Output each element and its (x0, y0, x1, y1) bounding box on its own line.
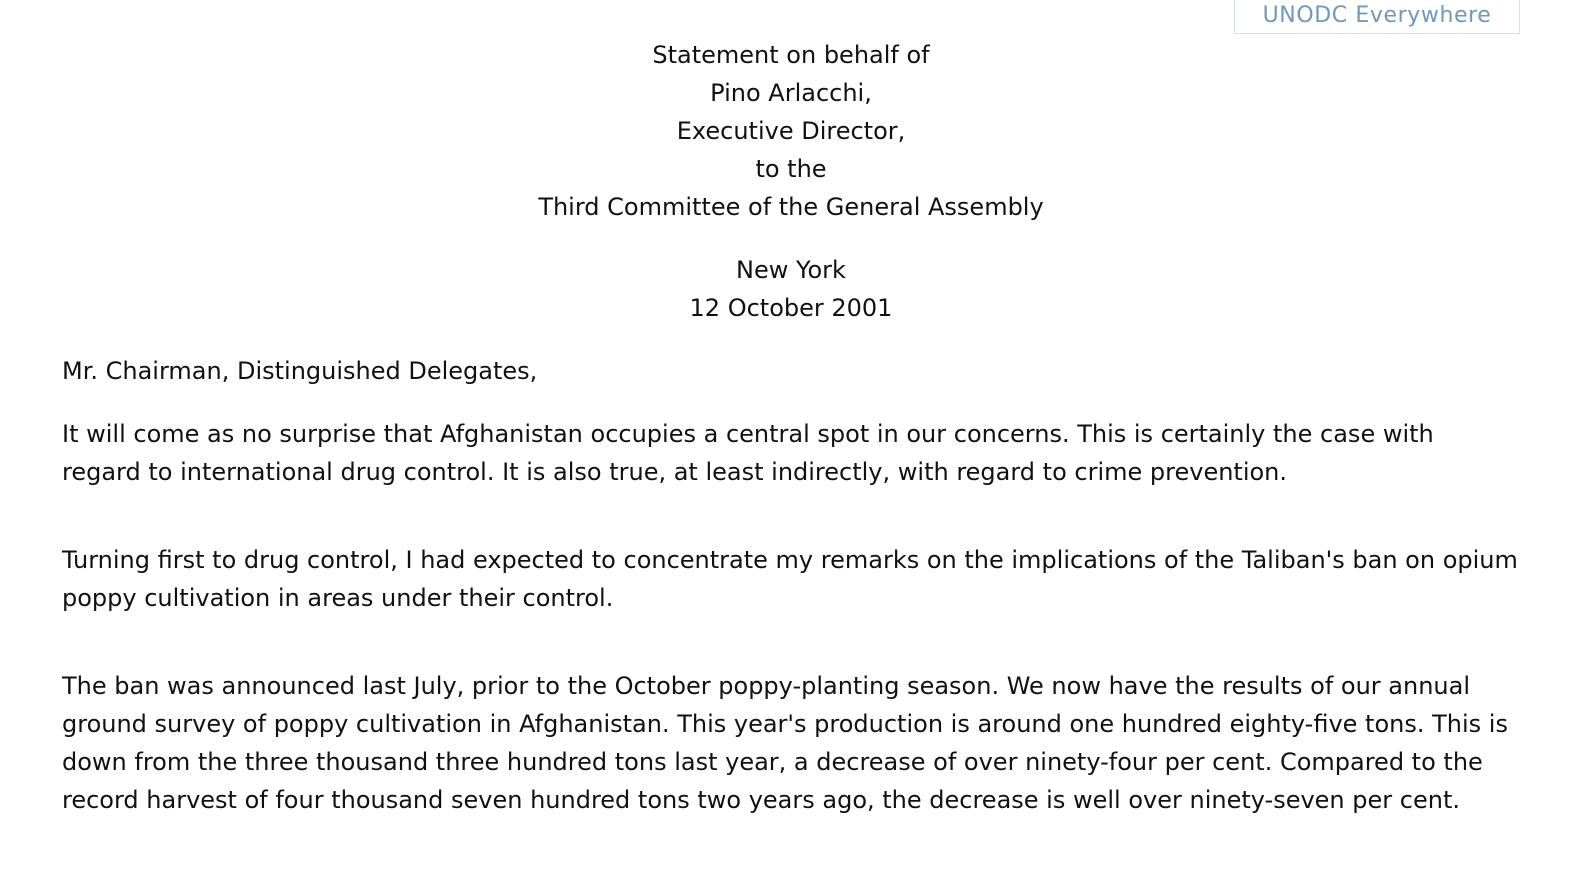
paragraph-1: It will come as no surprise that Afghanistan occupies a central spot in our concerns. This is certainly the case with regard to international drug control. It is also true, at least indirectly, with regard to crime prevention. (62, 420, 1434, 486)
statement-location-date (62, 251, 1520, 327)
paragraph-2: Turning first to drug control, I had expected to concentrate my remarks on the implications of the Taliban's ban on opium poppy cultivation in areas under their control. (62, 546, 1518, 612)
heading-line-to: to the (755, 155, 827, 183)
location-city: New York (736, 256, 846, 284)
statement-document (62, 36, 1520, 819)
unodc-everywhere-link[interactable]: UNODC Everywhere (1234, 0, 1520, 34)
salutation: Mr. Chairman, Distinguished Delegates, (62, 357, 538, 385)
paragraph-3: The ban was announced last July, prior to the October poppy-planting season. We now have the results of our annual ground survey of poppy cultivation in Afghanistan. This year's production is around one hundred eighty-five tons. This is down from the three thousand three hundred tons last year, a decrease of over ninety-four per cent. Compared to the record harvest of four thousand seven hundred tons two years ago, the decrease is well over ninety-seven per cent. (62, 672, 1508, 814)
heading-line-speaker: Pino Arlacchi, (710, 79, 872, 107)
heading-line-statement: Statement on behalf of (652, 41, 930, 69)
statement-date: 12 October 2001 (689, 294, 893, 322)
heading-line-committee: Third Committee of the General Assembly (538, 193, 1044, 221)
statement-heading (62, 36, 1520, 226)
heading-line-title: Executive Director, (676, 117, 906, 145)
